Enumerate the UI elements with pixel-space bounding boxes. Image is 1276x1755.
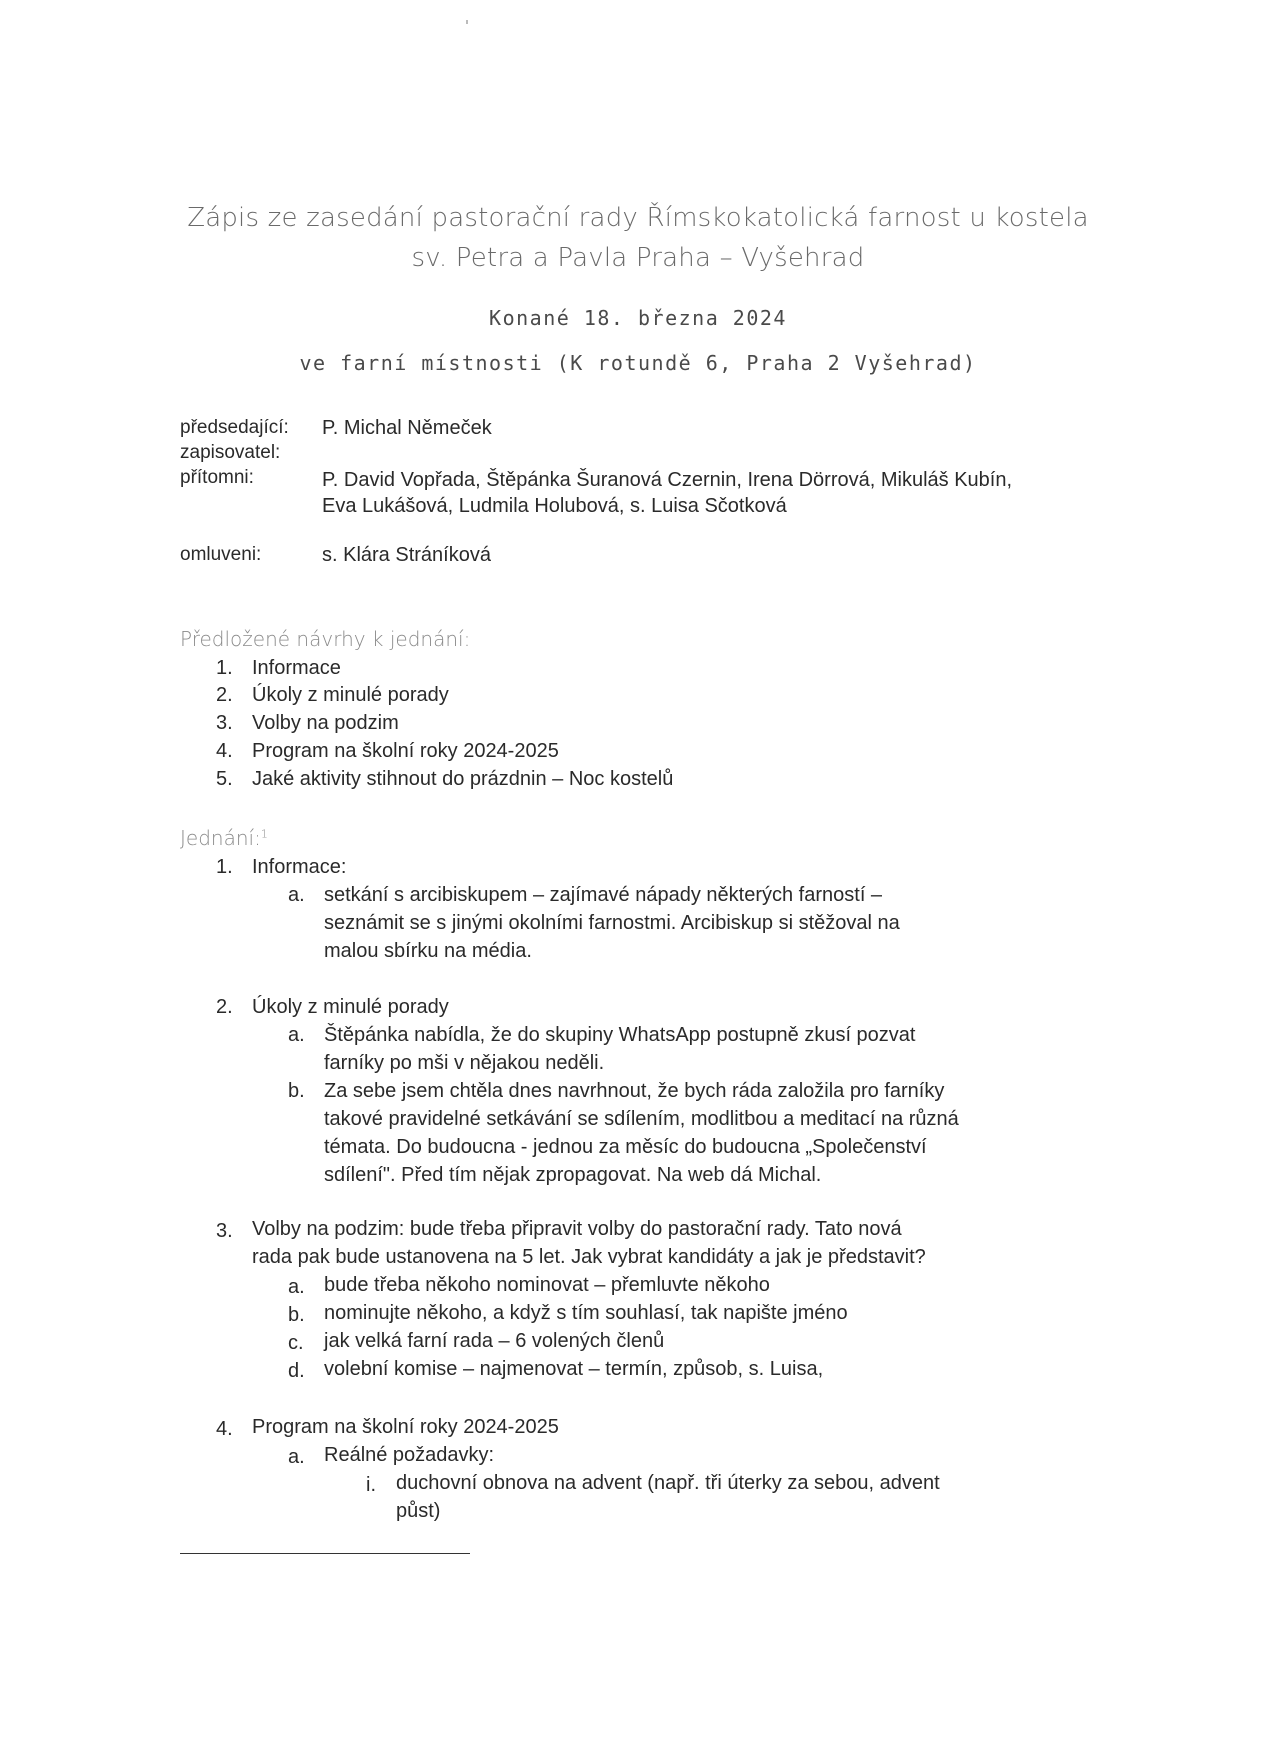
document-title-line2: sv. Petra a Pavla Praha – Vyšehrad [411, 243, 865, 273]
item-text: seznámit se s jinými okolními farnostmi. Arcibiskup si stěžoval na [324, 912, 900, 934]
item-text: bude třeba někoho nominovat – přemluvte někoho [324, 1274, 770, 1296]
proceedings-heading-text: Jednání: [180, 826, 261, 850]
section-title: Program na školní roky 2024-2025 [252, 1416, 559, 1438]
list-item: Úkoly z minulé porady [252, 684, 449, 706]
section-number: 1. [216, 856, 233, 878]
section-number: 2. [216, 996, 233, 1018]
section-text: rada pak bude ustanovena na 5 let. Jak vybrat kandidáty a jak je představit? [252, 1246, 926, 1268]
excused-value: s. Klára Stráníková [322, 544, 491, 566]
list-item: Informace [252, 657, 341, 679]
item-text: jak velká farní rada – 6 volených členů [324, 1330, 665, 1352]
item-text: takové pravidelné setkávání se sdílením, modlitbou a meditací na různá [324, 1108, 959, 1130]
item-mark: a. [288, 1276, 305, 1298]
footnote-mark: 1 [260, 827, 268, 841]
item-text: setkání s arcibiskupem – zajímavé nápady některých farností – [324, 884, 883, 906]
list-item-number: 3. [216, 712, 233, 734]
item-text: nominujte někoho, a když s tím souhlasí, tak napište jméno [324, 1302, 848, 1324]
list-item-number: 2. [216, 684, 233, 706]
scan-mark [466, 20, 468, 24]
section-text: Volby na podzim: bude třeba připravit volby do pastorační rady. Tato nová [252, 1218, 902, 1240]
subitem-mark: i. [366, 1474, 376, 1496]
footnote-separator [180, 1553, 470, 1554]
item-mark: b. [288, 1080, 305, 1102]
item-text: Za sebe jsem chtěla dnes navrhnout, že bych ráda založila pro farníky [324, 1080, 945, 1102]
item-text: témata. Do budoucna - jednou za měsíc do budoucna „Společenství [324, 1136, 927, 1158]
item-mark: d. [288, 1360, 305, 1382]
item-text: sdílení". Před tím nějak zpropagovat. Na web dá Michal. [324, 1164, 822, 1186]
item-mark: a. [288, 1024, 305, 1046]
section-title: Informace: [252, 856, 347, 878]
present-line1: P. David Vopřada, Štěpánka Šuranová Czernin, Irena Dörrová, Mikuláš Kubín, [322, 469, 1013, 491]
item-text: volební komise – najmenovat – termín, způsob, s. Luisa, [324, 1358, 824, 1380]
item-mark: b. [288, 1304, 305, 1326]
item-text: Reálné požadavky: [324, 1444, 495, 1466]
proceedings-heading [180, 826, 268, 850]
proposals-heading: Předložené návrhy k jednání: [180, 627, 471, 651]
section-number: 4. [216, 1418, 233, 1440]
item-mark: c. [288, 1332, 304, 1354]
list-item-number: 5. [216, 768, 233, 790]
excused-label: omluveni: [180, 544, 262, 565]
subitem-text: duchovní obnova na advent (např. tři úterky za sebou, advent [396, 1472, 940, 1494]
document-title-line1: Zápis ze zasedání pastorační rady Římskokatolická farnost u kostela [187, 203, 1089, 233]
present-label: přítomni: [180, 467, 254, 488]
item-mark: a. [288, 884, 305, 906]
meeting-date: Konané 18. března 2024 [489, 306, 787, 330]
list-item: Program na školní roky 2024-2025 [252, 740, 559, 762]
section-title: Úkoly z minulé porady [252, 996, 449, 1018]
chair-value: P. Michal Němeček [322, 417, 492, 439]
item-text: Štěpánka nabídla, že do skupiny WhatsApp postupně zkusí pozvat [324, 1024, 916, 1046]
item-mark: a. [288, 1446, 305, 1468]
list-item-number: 4. [216, 740, 233, 762]
section-number: 3. [216, 1220, 233, 1242]
subitem-text: půst) [396, 1500, 441, 1522]
list-item-number: 1. [216, 657, 233, 679]
recorder-label: zapisovatel: [180, 442, 281, 463]
item-text: farníky po mši v nějakou neděli. [324, 1052, 605, 1074]
list-item: Jaké aktivity stihnout do prázdnin – Noc kostelů [252, 768, 674, 790]
list-item: Volby na podzim [252, 712, 399, 734]
meeting-place: ve farní místnosti (K rotundě 6, Praha 2 Vyšehrad) [299, 351, 977, 375]
present-line2: Eva Lukášová, Ludmila Holubová, s. Luisa Sčotková [322, 495, 787, 517]
item-text: malou sbírku na média. [324, 940, 532, 962]
chair-label: předsedající: [180, 417, 289, 438]
